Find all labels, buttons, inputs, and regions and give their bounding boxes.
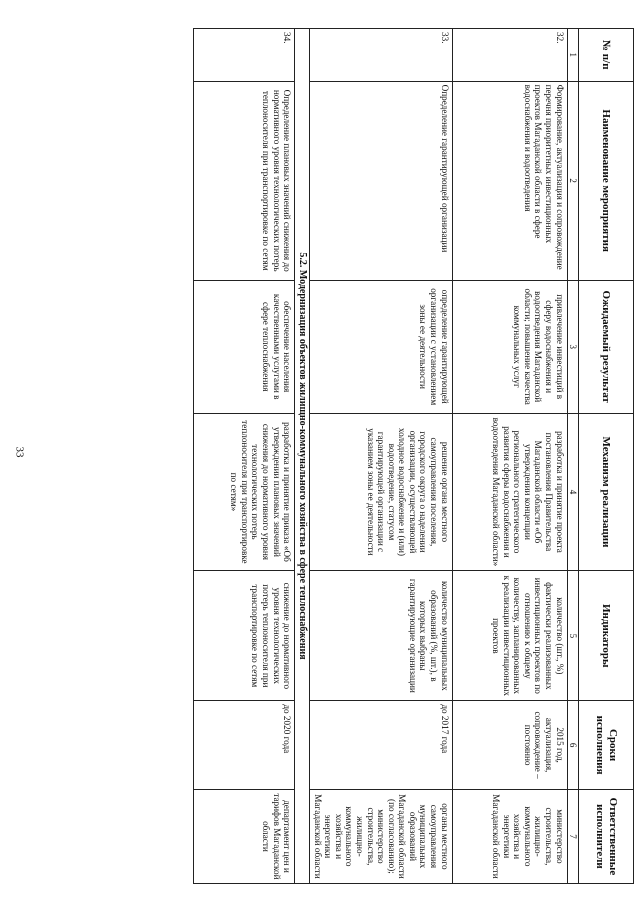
rotated-table-wrapper xyxy=(74,28,634,884)
expected-result: привлечение инвестиций в сферу водоснабжения и водоотведения Магаданской области; повышение качества коммунальных услуг xyxy=(452,280,567,413)
column-number: 6 xyxy=(567,701,578,790)
row-number: 34. xyxy=(194,29,295,82)
implementation-mechanism: разработка и принятие проекта постановления Правительства Магаданской области «Об утверждении концепции регионального стратегического развития сферы водоснабжения и водоотведения Магаданской области» xyxy=(452,413,567,571)
column-number: 4 xyxy=(567,413,578,571)
terms: 2015 год, актуализация, сопровождение – постоянно xyxy=(452,701,567,790)
measure-name: Определение гарантирующей организации xyxy=(310,81,453,280)
measure-name: Определение плановых значений снижения до нормативного уровня технологических потерь теплоносителя при транспортировке по сетям xyxy=(194,81,295,280)
implementation-mechanism: решение органа местного самоуправления поселения, городского округа о наделении организации, осуществляющей холодное водоснабжение и (или) водоотведение, статусом гарантирующей организации с указанием зоны ее деятельности xyxy=(310,413,453,571)
row-number: 32. xyxy=(452,29,567,82)
column-number: 1 xyxy=(567,29,578,82)
table-row xyxy=(194,29,295,884)
table-row xyxy=(452,29,567,884)
header-num: № п/п xyxy=(579,29,634,82)
terms: до 2020 года xyxy=(194,701,295,790)
indicators: снижение до нормативного уровня технологических потерь теплоносителя при транспортировке по сетям xyxy=(194,571,295,701)
rotated-table-container xyxy=(74,28,634,884)
indicators: количество (шт., %) фактически реализованных инвестиционных проектов по отношению к общему количеству, запланированных к реализации инвестиционных проектов xyxy=(452,571,567,701)
column-number-row xyxy=(567,29,578,884)
executors: министерство строительства, жилищно-коммунального хозяйства и энергетики Магаданской области xyxy=(452,789,567,883)
header-name: Наименование мероприятия xyxy=(579,81,634,280)
indicators: количество муниципальных образований (%, шт.), в которых выбраны гарантирующие организации xyxy=(310,571,453,701)
header-mechanism: Механизм реализации xyxy=(579,413,634,571)
executors: департамент цен и тарифов Магаданской области xyxy=(194,789,295,883)
measure-name: Формирование, актуализация и сопровождение перечня приоритетных инвестиционных проектов Магаданской области в сфере водоснабжения и водоотведения xyxy=(452,81,567,280)
column-number: 5 xyxy=(567,571,578,701)
expected-result: определение гарантирующей организации с установлением зоны ее деятельности xyxy=(310,280,453,413)
measures-table xyxy=(193,28,634,884)
row-number: 33. xyxy=(310,29,453,82)
section-title: 5.2. Модернизация объектов жилищно-коммунального хозяйства в сфере теплоснабжения xyxy=(295,29,310,884)
executors: органы местного самоуправления муниципальных образований Магаданской области (по согласованию); министерство строительства, жилищно-коммунального хозяйства и энергетики Магаданской области xyxy=(310,789,453,883)
header-terms: Сроки исполнения xyxy=(579,701,634,790)
expected-result: обеспечение населения качественными услугами в сфере теплоснабжения xyxy=(194,280,295,413)
header-executors: Ответственные исполнители xyxy=(579,789,634,883)
implementation-mechanism: разработка и принятие приказа «Об утверждении плановых значений снижения до нормативного уровня технологических потерь теплоносителя при транспортировке по сетям» xyxy=(194,413,295,571)
table-row xyxy=(310,29,453,884)
header-row xyxy=(579,29,634,884)
header-indicators: Индикаторы xyxy=(579,571,634,701)
header-result: Ожидаемый результат xyxy=(579,280,634,413)
terms: до 2017 года xyxy=(310,701,453,790)
section-row xyxy=(295,29,310,884)
column-number: 2 xyxy=(567,81,578,280)
page-number: 33 xyxy=(13,446,26,458)
column-number: 3 xyxy=(567,280,578,413)
column-number: 7 xyxy=(567,789,578,883)
